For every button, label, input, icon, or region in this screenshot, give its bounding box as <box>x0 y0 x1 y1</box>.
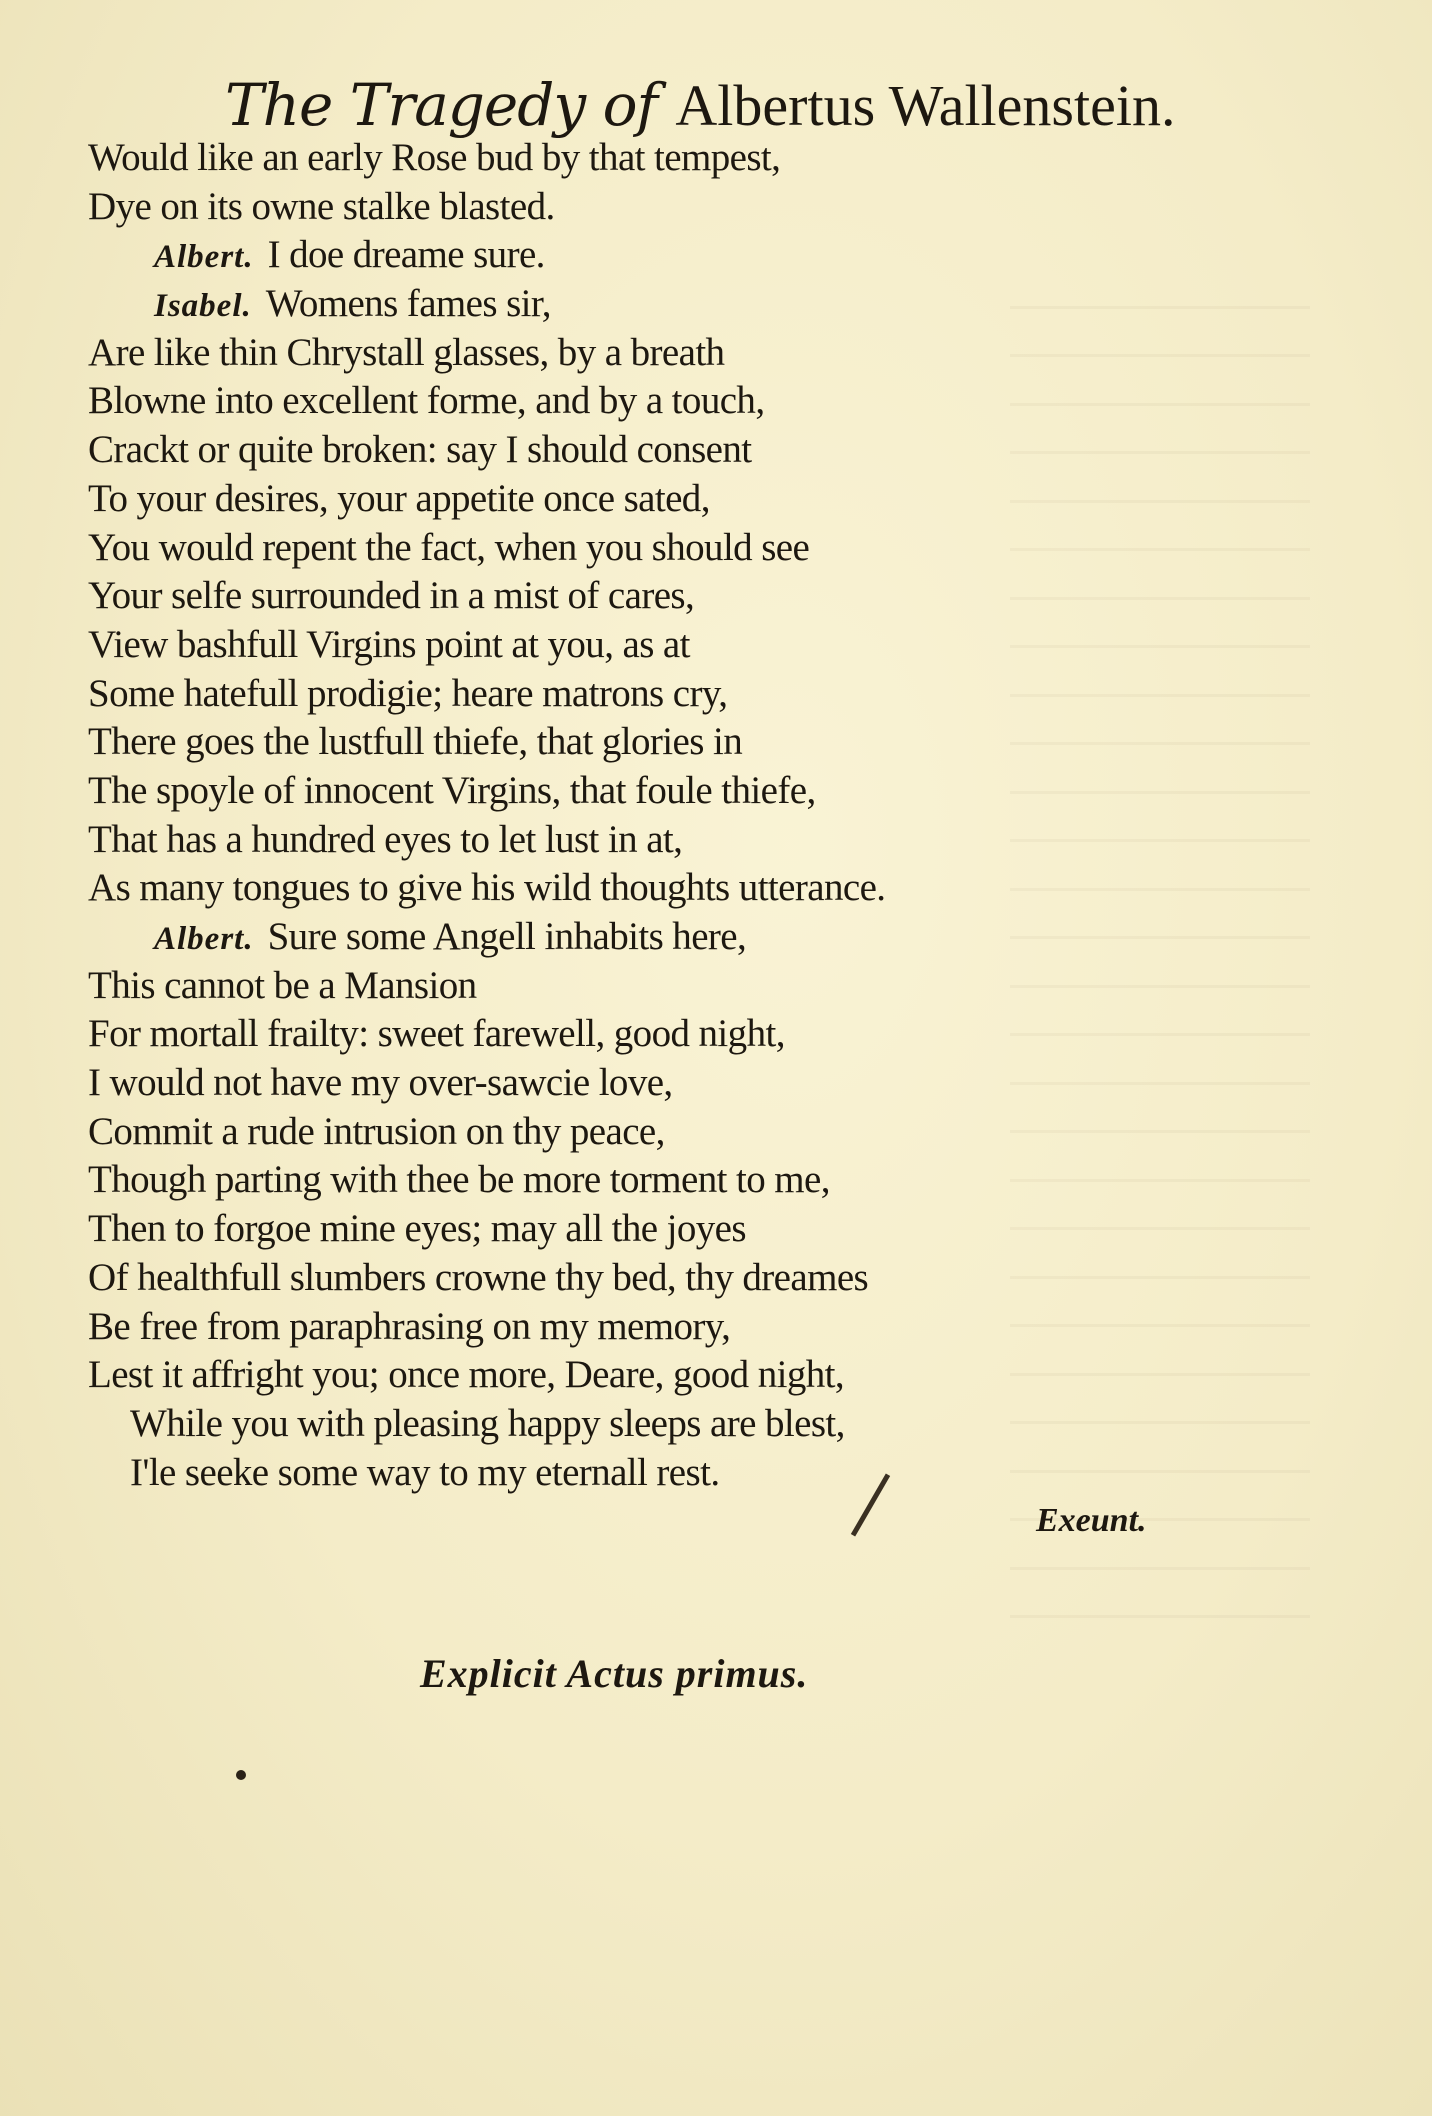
ink-spot <box>236 1770 246 1780</box>
verse-text: Are like thin Chrystall glasses, by a breath <box>88 330 725 374</box>
act-end-heading: Explicit Actus primus. <box>420 1651 809 1696</box>
stage-direction: Exeunt. <box>1036 1502 1147 1539</box>
verse-line <box>88 231 1098 280</box>
verse-text: Sure some Angell inhabits here, <box>267 915 747 958</box>
verse-line <box>88 767 1098 816</box>
verse-text: Would like an early Rose bud by that tempest, <box>88 136 781 179</box>
verse-line <box>88 670 1098 719</box>
running-title-italic: The Tragedy of <box>225 71 657 139</box>
running-title-roman: Albertus Wallenstein. <box>675 73 1176 138</box>
verse-text: This cannot be a Mansion <box>88 963 477 1007</box>
verse-line <box>88 329 1098 378</box>
verse-line <box>88 1156 1098 1205</box>
verse-line <box>88 524 1098 573</box>
verse-line <box>88 1400 1098 1449</box>
verse-line <box>88 962 1098 1011</box>
verse-line <box>88 1205 1098 1254</box>
verse-text: Blowne into excellent forme, and by a touch, <box>88 379 765 423</box>
verse-line <box>88 718 1098 767</box>
speaker-name: Albert. <box>154 239 254 276</box>
verse-text: As many tongues to give his wild thoughts utterance. <box>88 866 886 910</box>
verse-text: Womens fames sir, <box>265 282 551 326</box>
verse-block <box>88 134 1098 1534</box>
verse-line <box>88 1010 1098 1059</box>
verse-text: There goes the lustfull thiefe, that glories in <box>88 720 743 764</box>
verse-text: Then to forgoe mine eyes; may all the joyes <box>88 1207 746 1251</box>
verse-line <box>88 1351 1098 1400</box>
verse-text: That has a hundred eyes to let lust in at, <box>88 817 683 861</box>
verse-line <box>88 621 1098 670</box>
verse-text: To your desires, your appetite once sated, <box>88 476 710 520</box>
verse-text: I'le seeke some way to my eternall rest. <box>130 1450 720 1494</box>
verse-line <box>88 1449 1098 1498</box>
verse-line <box>88 426 1098 475</box>
verse-line <box>88 134 1098 183</box>
verse-line <box>88 572 1098 621</box>
verse-text: I would not have my over-sawcie love, <box>88 1061 673 1105</box>
verse-line <box>88 1303 1098 1352</box>
verse-text: Lest it affright you; once more, Deare, good night, <box>88 1353 845 1397</box>
verse-line <box>88 183 1098 232</box>
verse-text: View bashfull Virgins point at you, as at <box>88 622 690 666</box>
verse-text: Commit a rude intrusion on thy peace, <box>88 1109 665 1153</box>
verse-line <box>88 377 1098 426</box>
verse-line <box>88 913 1098 962</box>
verse-line <box>88 1059 1098 1108</box>
verse-text: Of healthfull slumbers crowne thy bed, thy dreames <box>88 1255 869 1299</box>
verse-line <box>88 1254 1098 1303</box>
verse-text: Dye on its owne stalke blasted. <box>88 184 555 228</box>
verse-text: Crackt or quite broken: say I should consent <box>88 428 752 472</box>
verse-text: Some hatefull prodigie; heare matrons cry, <box>88 671 728 715</box>
verse-line <box>88 864 1098 913</box>
verse-text: Be free from paraphrasing on my memory, <box>88 1304 731 1348</box>
verse-text: You would repent the fact, when you should see <box>88 525 810 569</box>
verse-text: I doe dreame sure. <box>267 233 545 277</box>
speaker-name: Albert. <box>154 921 254 957</box>
speaker-name: Isabel. <box>154 288 252 325</box>
verse-line <box>88 1108 1098 1157</box>
verse-text: Though parting with thee be more torment to me, <box>88 1158 830 1202</box>
verse-line <box>88 816 1098 865</box>
verse-line <box>88 475 1098 524</box>
verse-line <box>88 280 1098 329</box>
verse-text: The spoyle of innocent Virgins, that foule thiefe, <box>88 768 816 812</box>
verse-text: For mortall frailty: sweet farewell, good night, <box>88 1012 785 1056</box>
verse-text: Your selfe surrounded in a mist of cares, <box>88 574 695 618</box>
verse-text: While you with pleasing happy sleeps are blest, <box>130 1401 845 1445</box>
